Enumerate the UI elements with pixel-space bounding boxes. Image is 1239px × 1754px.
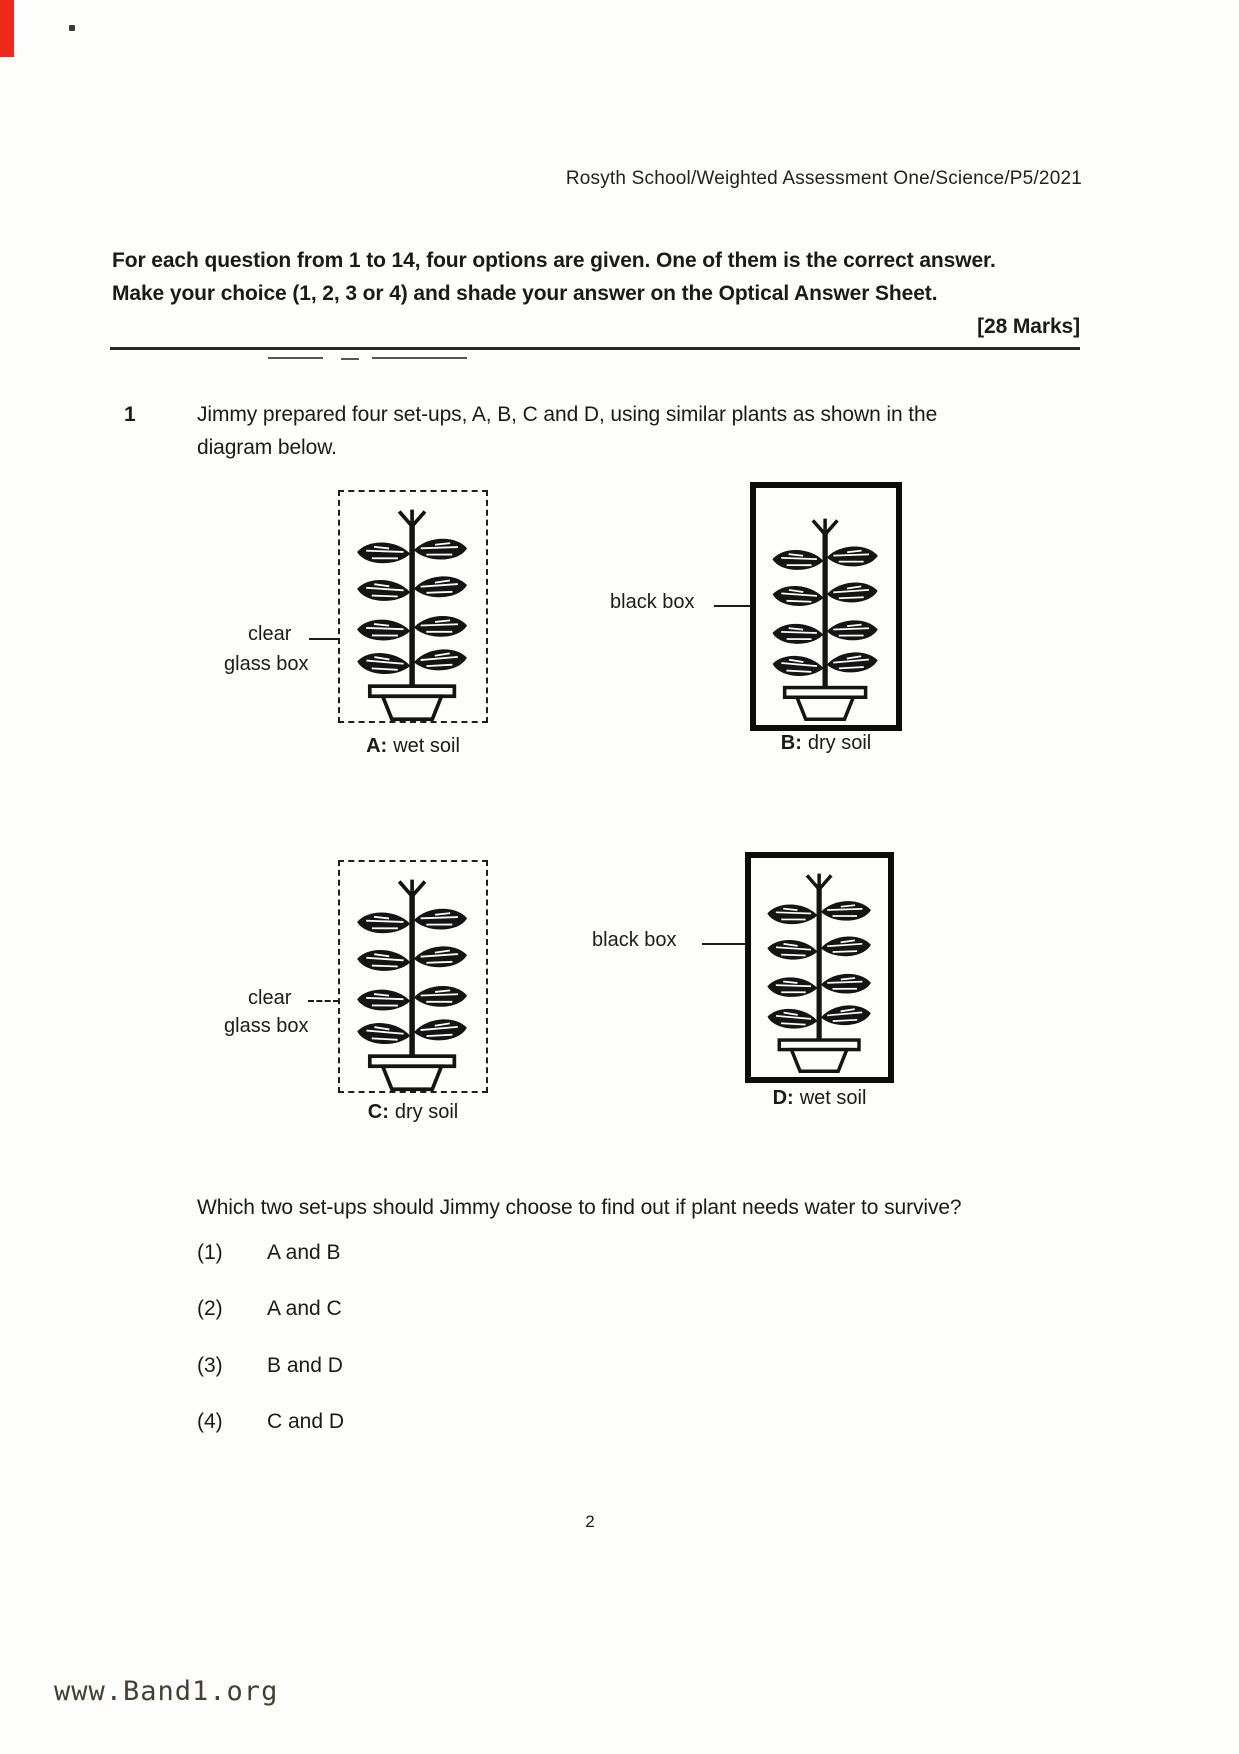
label-glass-box-row1: glass box — [224, 653, 309, 675]
caption-letter-a: A: — [366, 735, 388, 757]
section-divider-line — [110, 347, 1080, 350]
instructions-line2: Make your choice (1, 2, 3 or 4) and shade your answer on the Optical Answer Sheet. — [112, 282, 938, 305]
leader-line-clear-row2 — [308, 1000, 339, 1002]
caption-text-a: wet soil — [393, 735, 460, 757]
caption-text-b: dry soil — [807, 732, 872, 754]
label-glass-box-row2: glass box — [224, 1015, 309, 1037]
plant-drawing-d — [755, 870, 885, 1074]
scan-speck — [69, 25, 75, 31]
setup-c-clear-glass-box — [338, 860, 488, 1093]
option-4-number: (4) — [197, 1410, 223, 1433]
scan-dash-mark — [341, 358, 359, 360]
setup-d-black-box — [745, 852, 894, 1083]
option-1-number: (1) — [197, 1241, 223, 1264]
scan-dash-mark — [268, 357, 323, 359]
question-text-line2: diagram below. — [197, 436, 337, 459]
label-black-box-row1: black box — [610, 591, 695, 613]
leader-line-clear-row1 — [309, 638, 339, 640]
question-text-line1: Jimmy prepared four set-ups, A, B, C and D, using similar plants as shown in the — [197, 403, 938, 426]
option-3-number: (3) — [197, 1354, 223, 1377]
option-4-label: C and D — [267, 1410, 345, 1433]
setup-a-clear-glass-box — [338, 490, 488, 723]
caption-text-c: dry soil — [394, 1101, 459, 1123]
plant-drawing-c — [344, 876, 482, 1092]
label-clear-row2: clear — [248, 987, 292, 1009]
red-corner-bar — [0, 0, 14, 57]
question-prompt: Which two set-ups should Jimmy choose to find out if plant needs water to survive? — [197, 1196, 962, 1219]
caption-letter-c: C: — [367, 1101, 389, 1123]
caption-setup-d — [745, 1087, 894, 1110]
caption-letter-d: D: — [772, 1087, 794, 1109]
caption-letter-b: B: — [780, 732, 802, 754]
caption-setup-b — [750, 732, 902, 755]
page-number: 2 — [585, 1512, 595, 1531]
plant-drawing-a — [344, 506, 482, 722]
caption-setup-c — [338, 1101, 488, 1124]
label-clear-row1: clear — [248, 623, 292, 645]
option-2-label: A and C — [267, 1297, 342, 1320]
section-instructions — [112, 244, 1080, 343]
setup-b-black-box — [750, 482, 902, 731]
instructions-line1: For each question from 1 to 14, four options are given. One of them is the correct answer. — [112, 249, 996, 272]
option-3-label: B and D — [267, 1354, 343, 1377]
leader-line-black-row1 — [714, 605, 751, 607]
marks-total: [28 Marks] — [977, 315, 1080, 338]
question-number: 1 — [124, 403, 136, 426]
caption-setup-a — [338, 735, 488, 758]
watermark-text: www.Band1.org — [54, 1676, 279, 1707]
plant-drawing-b — [760, 515, 892, 722]
option-2-number: (2) — [197, 1297, 223, 1320]
leader-line-black-row2 — [702, 943, 746, 945]
page-header: Rosyth School/Weighted Assessment One/Science/P5/2021 — [565, 168, 1082, 189]
label-black-box-row2: black box — [592, 929, 677, 951]
scan-dash-mark — [372, 357, 467, 359]
caption-text-d: wet soil — [799, 1087, 867, 1109]
option-1-label: A and B — [267, 1241, 341, 1264]
